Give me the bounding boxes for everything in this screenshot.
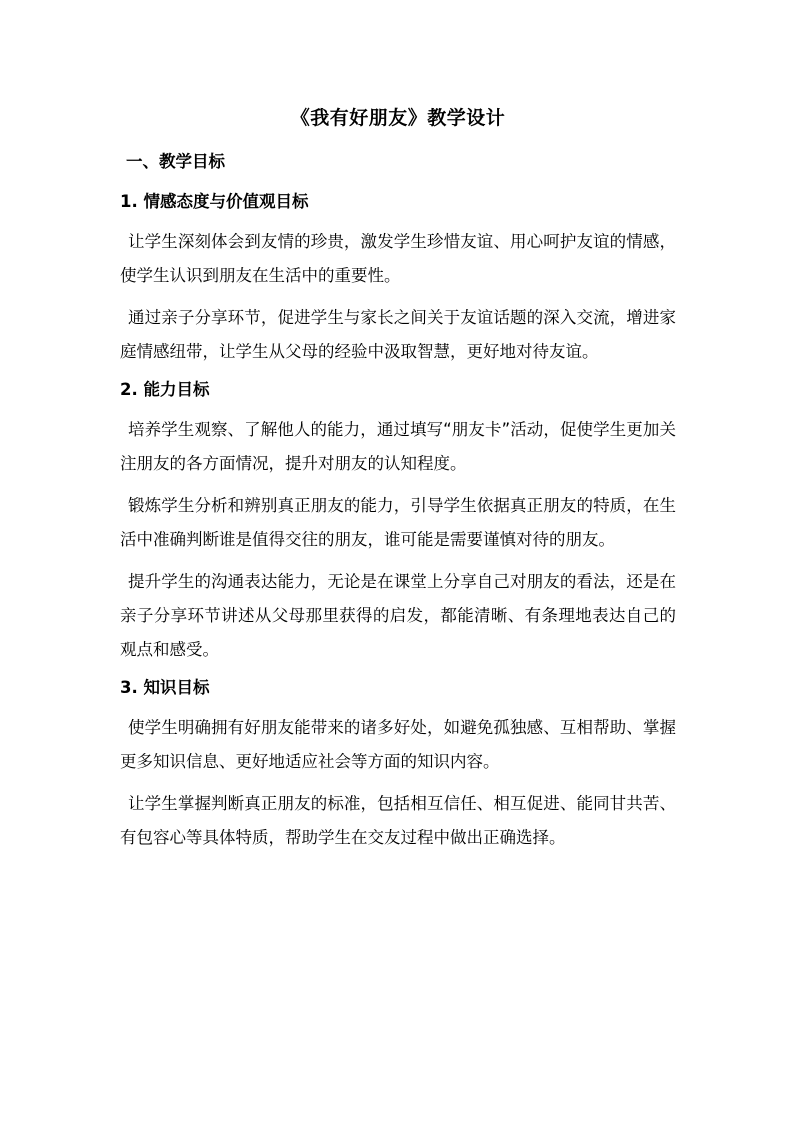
subsection-title: 1. 情感态度与价值观目标 [120,192,309,211]
paragraph: 使学生明确拥有好朋友能带来的诸多好处，如避免孤独感、互相帮助、掌握更多知识信息、更好地适应社会等方面的知识内容。 [120,718,676,771]
paragraph: 让学生掌握判断真正朋友的标准，包括相互信任、相互促进、能同甘共苦、有包容心等具体特质，帮助学生在交友过程中做出正确选择。 [120,794,676,847]
paragraph: 锻炼学生分析和辨别真正朋友的能力，引导学生依据真正朋友的特质，在生活中准确判断谁是值得交往的朋友，谁可能是需要谨慎对待的朋友。 [120,496,676,549]
section-ability-goals [120,377,676,667]
subsection-title: 3. 知识目标 [120,678,210,697]
document-title: 《我有好朋友》教学设计 [290,107,506,129]
section-heading-goals: 一、教学目标 [126,152,225,171]
paragraph: 培养学生观察、了解他人的能力，通过填写“朋友卡”活动，促使学生更加关注朋友的各方面情况，提升对朋友的认知程度。 [120,420,676,473]
paragraph: 提升学生的沟通表达能力，无论是在课堂上分享自己对朋友的看法，还是在亲子分享环节讲述从父母那里获得的启发，都能清晰、有条理地表达自己的观点和感受。 [120,572,676,659]
subsection-title: 2. 能力目标 [120,380,210,399]
section-knowledge-goals [120,675,676,855]
paragraph: 让学生深刻体会到友情的珍贵，激发学生珍惜友谊、用心呵护友谊的情感，使学生认识到朋友在生活中的重要性。 [120,232,676,285]
paragraph: 通过亲子分享环节，促进学生与家长之间关于友谊话题的深入交流，增进家庭情感纽带，让学生从父母的经验中汲取智慧，更好地对待友谊。 [120,308,676,361]
section-emotion-goals [120,189,676,369]
